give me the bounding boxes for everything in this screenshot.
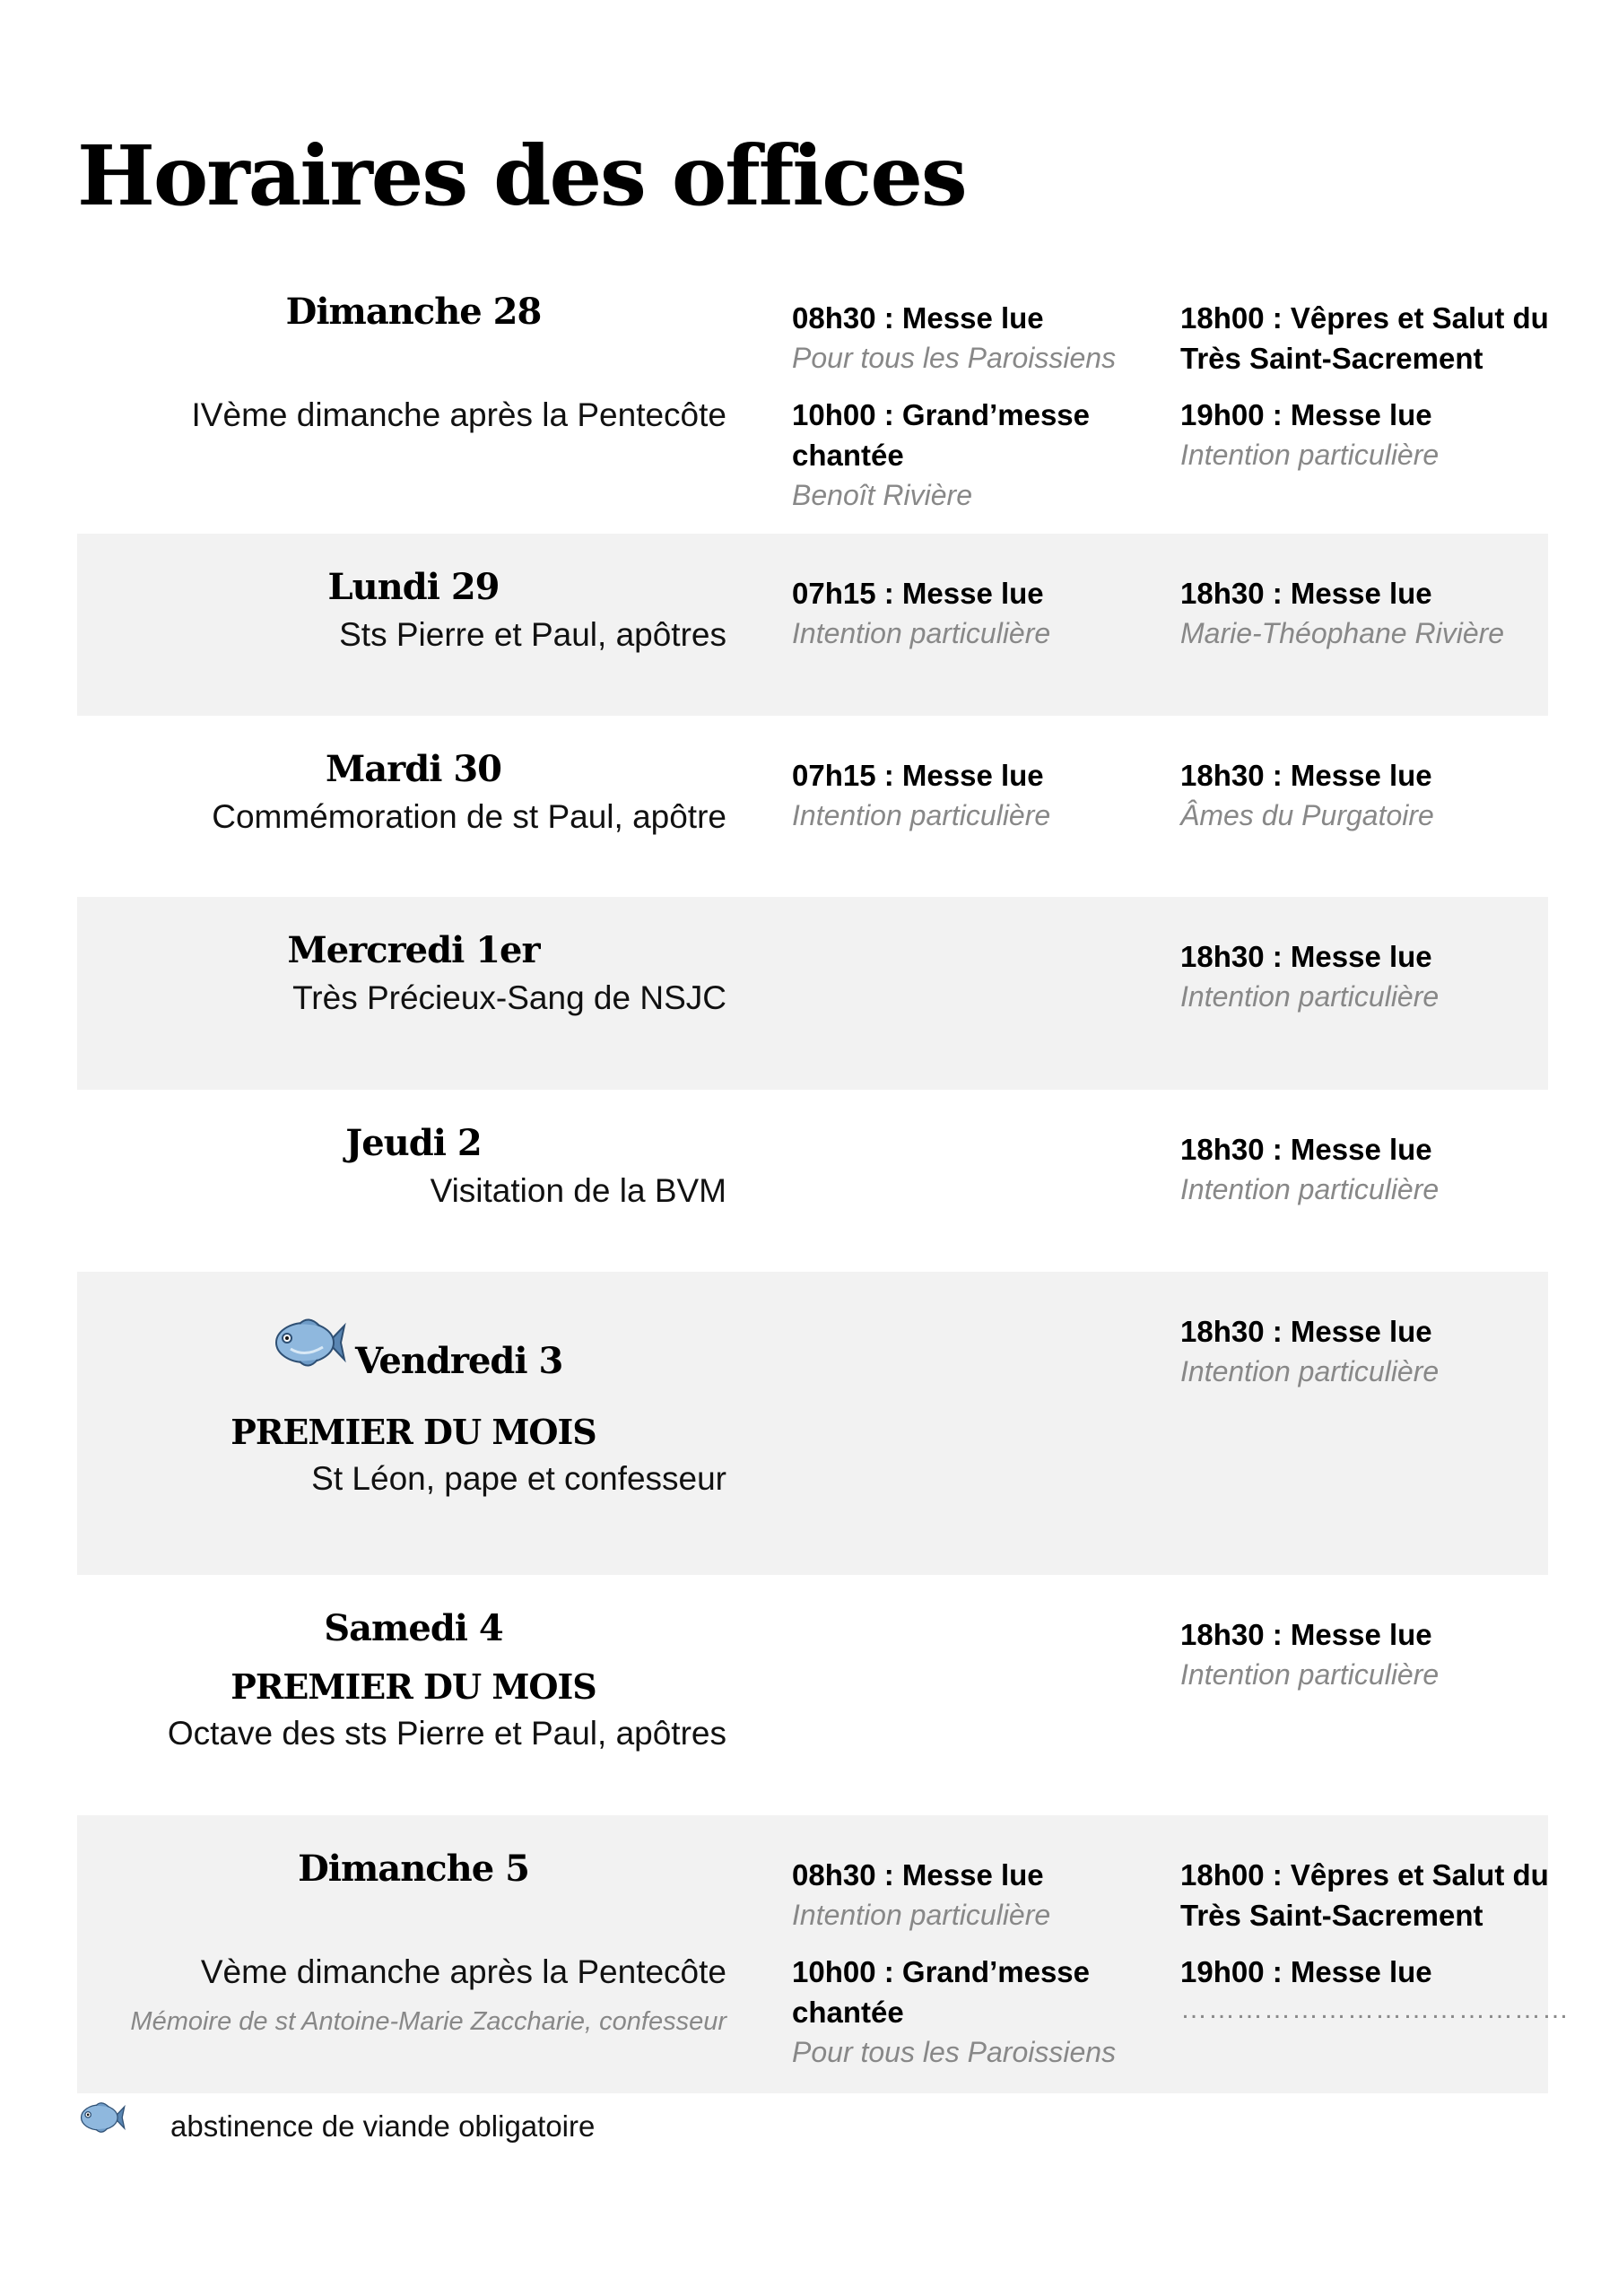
mass-title: 18h30 : Messe lue	[1180, 940, 1432, 973]
mass-title: 19h00 : Messe lue	[1180, 1955, 1432, 1988]
mass-entry	[792, 298, 1169, 378]
day-row-lundi-29	[77, 534, 1548, 716]
mass-intention: Intention particulière	[1180, 1173, 1440, 1205]
day-name: Mardi 30	[325, 748, 502, 790]
mass-entry	[1180, 1855, 1557, 1935]
feast-name: Octave des sts Pierre et Paul, apôtres	[167, 1715, 726, 1752]
fish-icon	[79, 2099, 126, 2136]
day-row-mercredi-1er	[77, 897, 1548, 1090]
mass-title: 08h30 : Messe lue	[792, 301, 1044, 335]
mass-intention: Benoît Rivière	[792, 479, 972, 511]
day-name: Dimanche 28	[285, 291, 542, 333]
day-row-dimanche-28	[77, 287, 1548, 529]
mass-title: 18h30 : Messe lue	[1180, 1133, 1432, 1166]
feast-name: IVème dimanche après la Pentecôte	[191, 396, 726, 433]
feast-name: St Léon, pape et confesseur	[311, 1460, 726, 1497]
mass-intention: Intention particulière	[792, 1899, 1051, 1931]
mass-entry	[1180, 1129, 1557, 1210]
feast-name: Sts Pierre et Paul, apôtres	[339, 616, 726, 653]
feast-name: Très Précieux-Sang de NSJC	[292, 979, 726, 1016]
mass-entry	[1180, 755, 1557, 836]
mass-intention: Âmes du Purgatoire	[1180, 799, 1434, 831]
page-title: Horaires des offices	[77, 127, 966, 224]
mass-entry	[1180, 1311, 1557, 1392]
mass-entry	[792, 1952, 1133, 2073]
mass-title: 10h00 : Grand’messe chantée	[792, 398, 1090, 472]
mass-title: 10h00 : Grand’messe chantée	[792, 1955, 1090, 2029]
mass-title: 18h30 : Messe lue	[1180, 759, 1432, 792]
mass-entry	[792, 755, 1169, 836]
day-row-dimanche-5	[77, 1815, 1570, 2093]
mass-title: 07h15 : Messe lue	[792, 759, 1044, 792]
mass-title: 18h30 : Messe lue	[1180, 577, 1432, 610]
mass-entry	[1180, 298, 1557, 378]
day-name: Vendredi 3	[355, 1340, 563, 1382]
mass-intention: Marie-Théophane Rivière	[1180, 617, 1505, 649]
mass-intention: Intention particulière	[792, 799, 1051, 831]
mass-entry	[1180, 1952, 1570, 2028]
day-row-samedi-4	[77, 1575, 1548, 1815]
mass-title: 18h00 : Vêpres et Salut du Très Saint-Sacrement	[1180, 1858, 1549, 1932]
mass-intention: Intention particulière	[792, 617, 1051, 649]
mass-title: 18h30 : Messe lue	[1180, 1618, 1432, 1651]
fish-icon	[273, 1313, 346, 1372]
day-row-jeudi-2	[77, 1090, 1548, 1272]
mass-intention: Pour tous les Paroissiens	[792, 342, 1117, 374]
mass-title: 08h30 : Messe lue	[792, 1858, 1044, 1892]
mass-intention: Intention particulière	[1180, 1658, 1440, 1691]
memoire-text: Mémoire de st Antoine-Marie Zaccharie, confesseur	[130, 2007, 726, 2036]
premier-du-mois: PREMIER DU MOIS	[231, 1666, 596, 1707]
day-name: Jeudi 2	[345, 1122, 482, 1164]
mass-entry	[792, 573, 1169, 654]
mass-entry	[792, 395, 1133, 516]
mass-title: 19h00 : Messe lue	[1180, 398, 1432, 431]
mass-entry	[792, 1855, 1169, 1935]
day-name: Samedi 4	[324, 1607, 503, 1649]
mass-entry	[1180, 936, 1557, 1017]
day-name: Mercredi 1er	[287, 929, 540, 971]
legend-text: abstinence de viande obligatoire	[170, 2109, 596, 2143]
mass-intention: Pour tous les Paroissiens	[792, 2036, 1117, 2068]
mass-entry	[1180, 395, 1557, 475]
mass-intention: Intention particulière	[1180, 1355, 1440, 1387]
mass-entry	[1180, 573, 1557, 654]
day-name: Dimanche 5	[298, 1848, 529, 1890]
mass-title: 18h30 : Messe lue	[1180, 1315, 1432, 1348]
intention-placeholder-dots: ……………………………………	[1180, 1995, 1570, 2024]
day-row-vendredi-3	[77, 1272, 1548, 1575]
premier-du-mois: PREMIER DU MOIS	[231, 1412, 596, 1452]
mass-intention: Intention particulière	[1180, 980, 1440, 1013]
mass-entry	[1180, 1614, 1557, 1695]
day-name: Lundi 29	[327, 566, 500, 608]
mass-title: 07h15 : Messe lue	[792, 577, 1044, 610]
feast-name: Visitation de la BVM	[430, 1172, 726, 1209]
day-row-mardi-30	[77, 716, 1548, 897]
feast-name: Commémoration de st Paul, apôtre	[212, 798, 726, 835]
feast-name: Vème dimanche après la Pentecôte	[200, 1953, 726, 1990]
mass-title: 18h00 : Vêpres et Salut du Très Saint-Sacrement	[1180, 301, 1549, 375]
mass-intention: Intention particulière	[1180, 439, 1440, 471]
